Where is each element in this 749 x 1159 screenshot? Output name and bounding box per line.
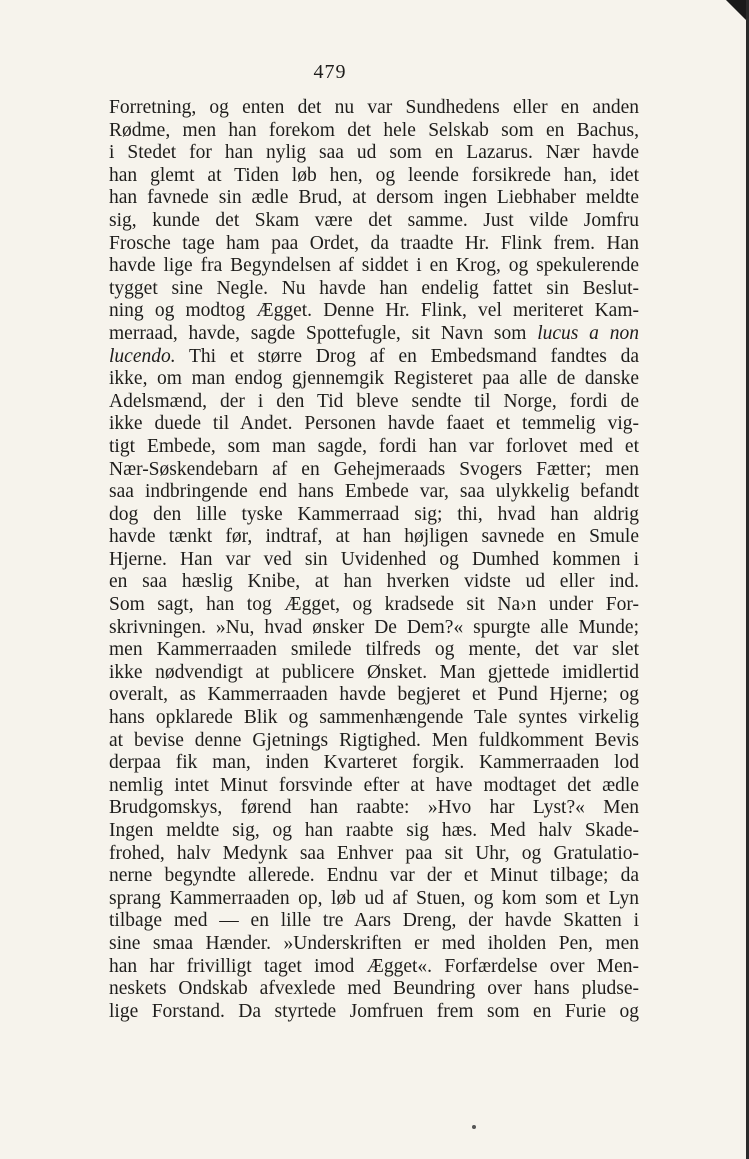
text-line: havde lige fra Begyndelsen af siddet i en Krog, og spekulerende — [109, 255, 639, 277]
text-line: en saa hæslig Knibe, at han hverken vidste ud eller ind. — [109, 571, 639, 593]
page-corner — [722, 0, 746, 20]
text-line: Frosche tage ham paa Ordet, da traadte Hr. Flink frem. Han — [109, 232, 639, 254]
text-line: nemlig intet Minut forsvinde efter at have modtaget det ædle — [109, 774, 639, 796]
text-line: han favnede sin ædle Brud, at dersom ingen Liebhaber meldte — [109, 187, 639, 209]
text-line: ikke, om man endog gjennemgik Registeret paa alle de danske — [109, 368, 639, 390]
text-line: havde tænkt før, indtraf, at han højligen savnede en Smule — [109, 526, 639, 548]
text-line: skrivningen. »Nu, hvad ønsker De Dem?« spurgte alle Munde; — [109, 616, 639, 638]
text-line: saa indbringende end hans Embede var, saa ulykkelig befandt — [109, 481, 639, 503]
page-number: 479 — [313, 61, 347, 83]
text-line: han har frivilligt taget imod Ægget«. Forfærdelse over Men- — [109, 955, 639, 977]
text-line: Hjerne. Han var ved sin Uvidenhed og Dumhed kommen i — [109, 548, 639, 570]
text-line: han glemt at Tiden løb hen, og leende forsikrede han, idet — [109, 164, 639, 186]
text-line: lige Forstand. Da styrtede Jomfruen frem som en Furie og — [109, 1000, 639, 1022]
text-line: at bevise denne Gjetnings Rigtighed. Men fuldkomment Bevis — [109, 729, 639, 751]
text-line: Som sagt, han tog Ægget, og kradsede sit Na›n under For- — [109, 594, 639, 616]
text-line: hans opklarede Blik og sammenhængende Tale syntes virkelig — [109, 707, 639, 729]
text-line: derpaa fik man, inden Kvarteret forgik. Kammerraaden lod — [109, 752, 639, 774]
text-line: Ingen meldte sig, og han raabte sig hæs. Med halv Skade- — [109, 820, 639, 841]
text-line: ikke duede til Andet. Personen havde faaet et temmelig vig- — [109, 413, 639, 435]
text-line: lucendo. Thi et større Drog af en Embedsmand fandtes da — [109, 345, 639, 367]
text-line: Forretning, og enten det nu var Sundhedens eller en anden — [109, 97, 639, 118]
text-line: ning og modtog Ægget. Denne Hr. Flink, vel meriteret Kam- — [109, 300, 639, 322]
text-line: tigt Embede, som man sagde, fordi han var forlovet med et — [109, 435, 639, 457]
text-line: sig, kunde det Skam være det samme. Just vilde Jomfru — [109, 209, 639, 231]
text-line: tygget sine Negle. Nu havde han endelig fattet sin Beslut- — [109, 277, 639, 299]
text-line: Nær-Søskendebarn af en Gehejmeraads Svogers Fætter; men — [109, 458, 639, 480]
text-line: i Stedet for han nylig saa ud som en Lazarus. Nær havde — [109, 142, 639, 164]
text-line: Rødme, men han forekom det hele Selskab som en Bachus, — [109, 119, 639, 141]
text-line: sine smaa Hænder. »Underskriften er med iholden Pen, men — [109, 932, 639, 954]
text-line: nerne begyndte allerede. Endnu var der et Minut tilbage; da — [109, 865, 639, 887]
text-line: sprang Kammerraaden op, løb ud af Stuen, og kom som et Lyn — [109, 887, 639, 909]
text-line: overalt, as Kammerraaden havde begjeret et Pund Hjerne; og — [109, 684, 639, 706]
text-line: Adelsmænd, der i den Tid bleve sendte til Norge, fordi de — [109, 390, 639, 412]
text-line: Brudgomskys, førend han raabte: »Hvo har Lyst?« Men — [109, 797, 639, 819]
text-line: tilbage med — en lille tre Aars Dreng, der havde Skatten i — [109, 910, 639, 932]
text-line: merraad, havde, sagde Spottefugle, sit Navn som lucus a non — [109, 322, 639, 344]
text-line: neskets Ondskab afvexlede med Beundring over hans pludse- — [109, 978, 639, 1000]
text-line: frohed, halv Medynk saa Enhver paa sit Uhr, og Gratulatio- — [109, 842, 639, 864]
text-line: men Kammerraaden smilede tilfreds og mente, det var slet — [109, 639, 639, 661]
text-line: ikke nødvendigt at publicere Ønsket. Man gjettede imidlertid — [109, 661, 639, 683]
paper-speck — [472, 1125, 476, 1129]
body-text — [109, 97, 639, 1023]
text-line: dog den lille tyske Kammerraad sig; thi, hvad han aldrig — [109, 503, 639, 525]
